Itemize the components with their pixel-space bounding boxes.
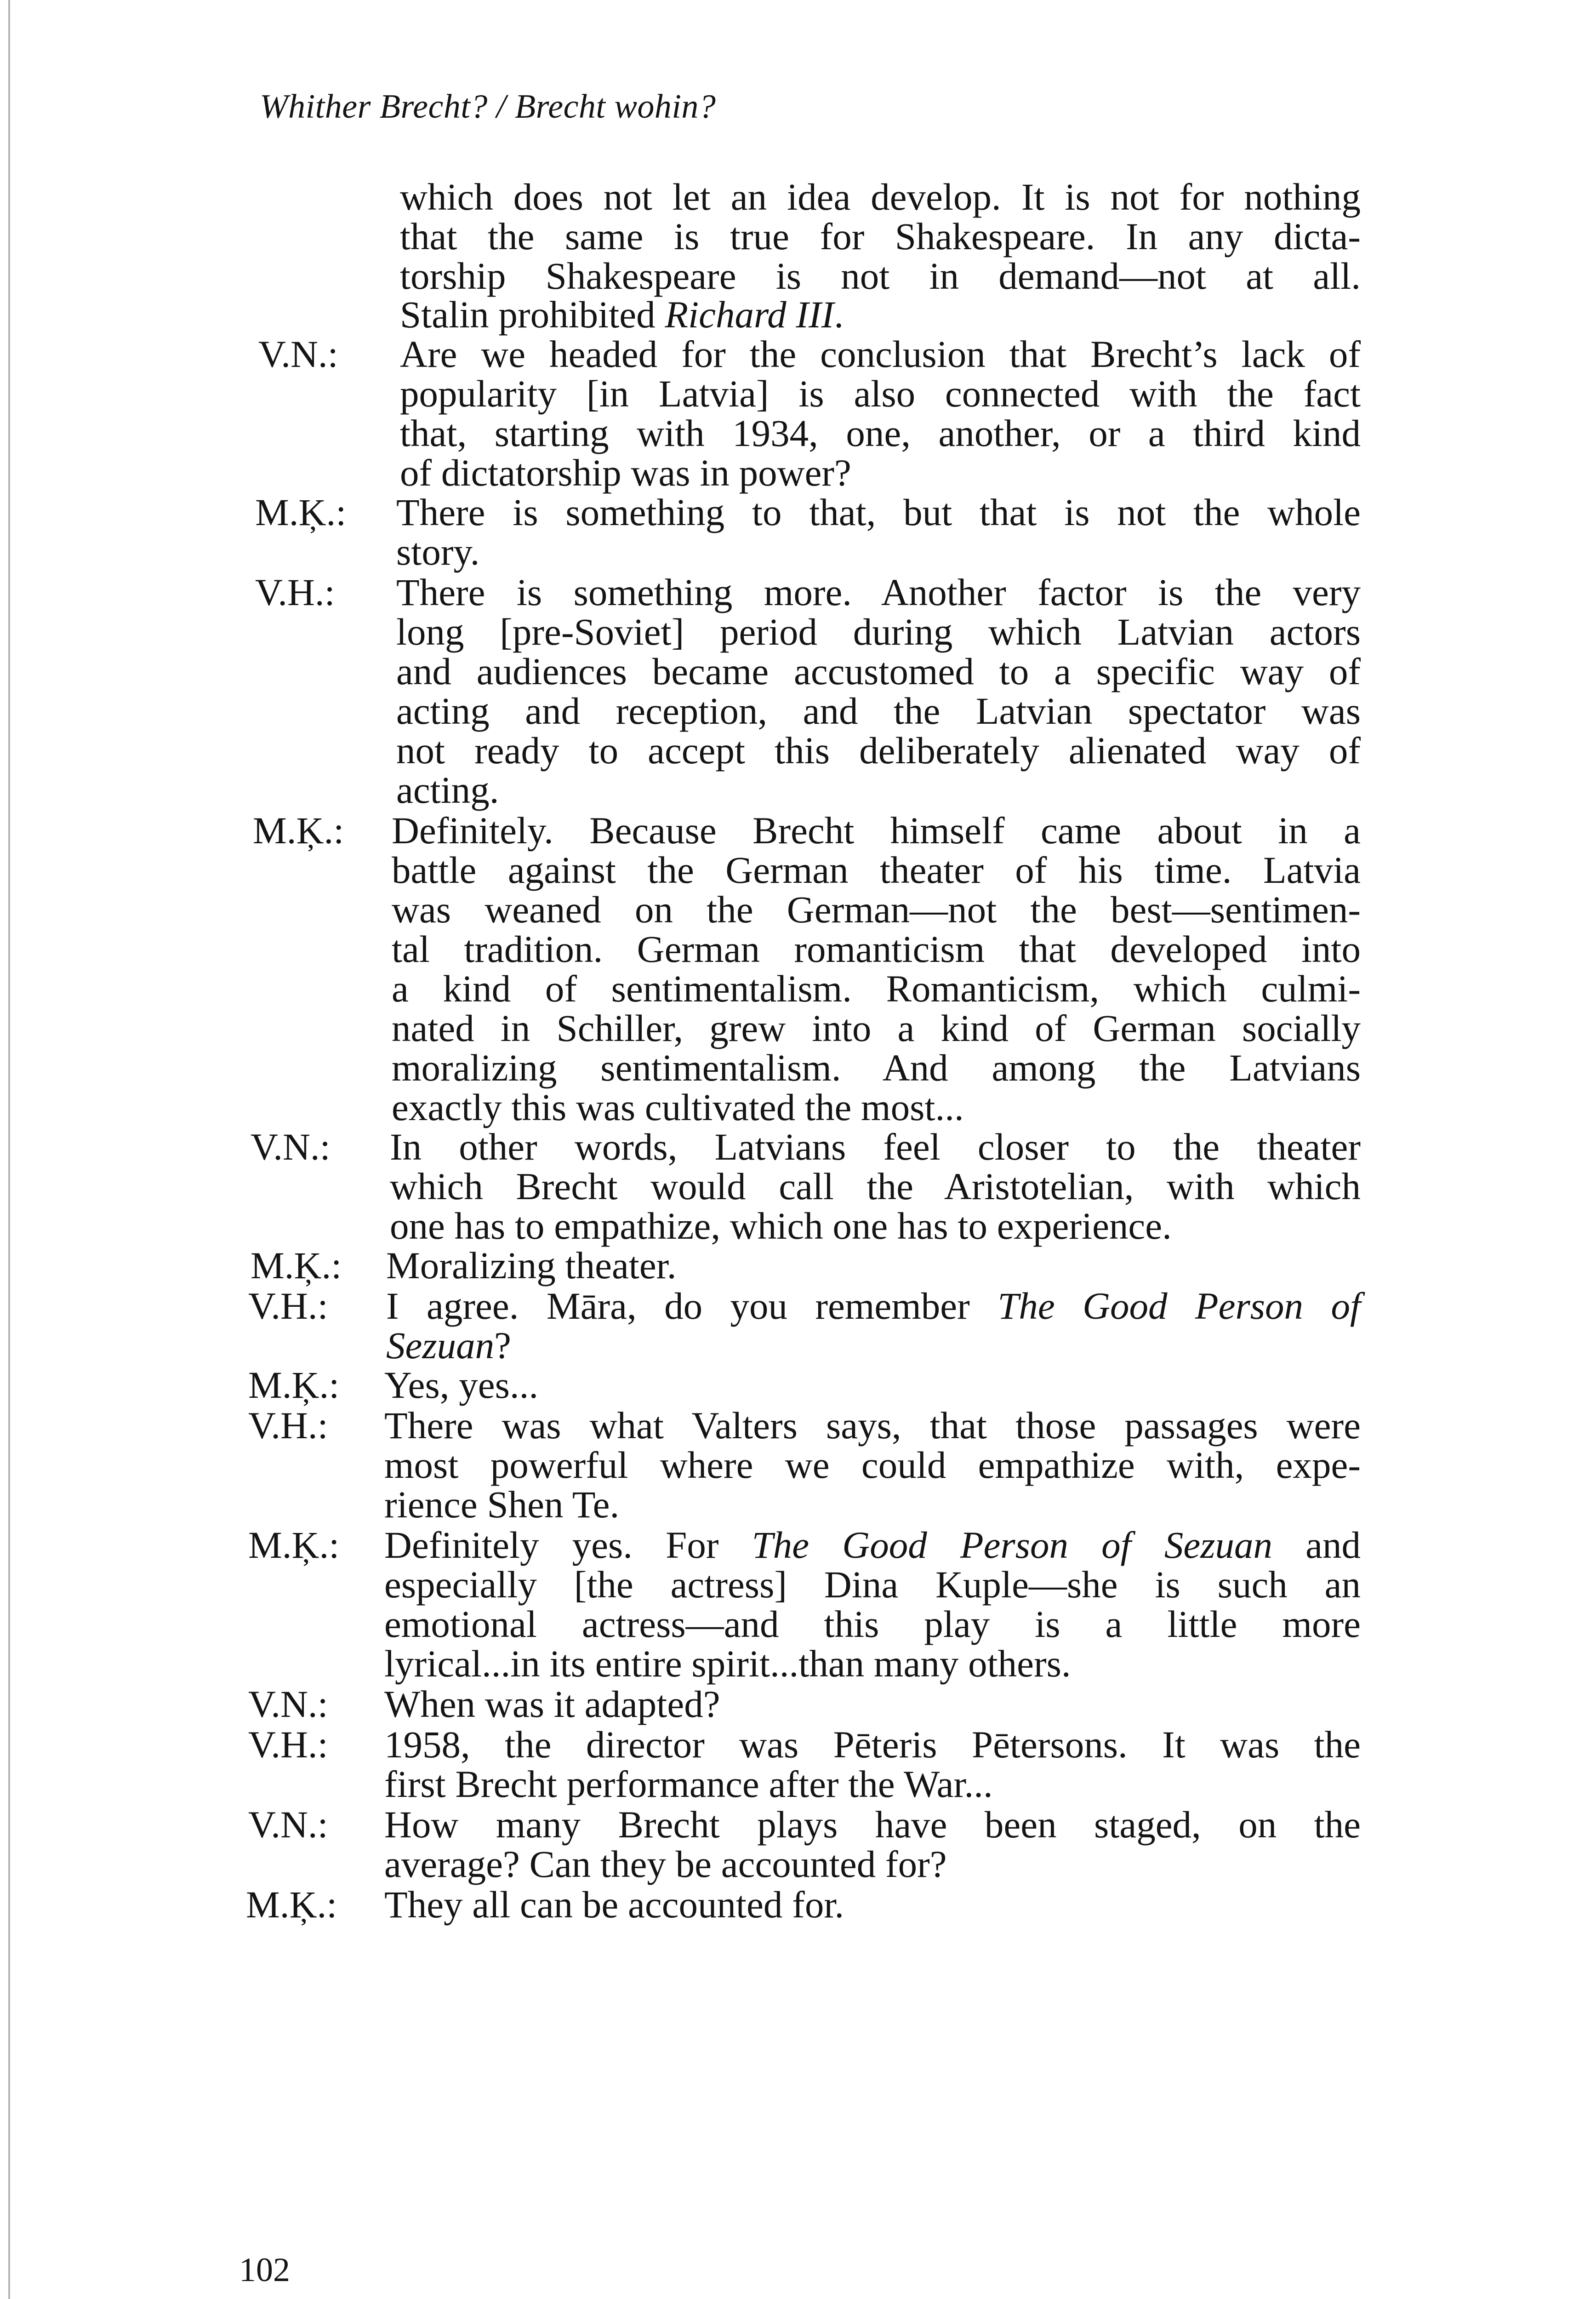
text-line: of dictatorship was in power? [400, 452, 851, 494]
text-line: Yes, yes... [384, 1364, 539, 1406]
text-line: There was what Valters says, that those passages were [384, 1404, 1361, 1447]
text-line: which does not let an idea develop. It is not for nothing [400, 176, 1361, 218]
speaker-label: M.Ķ.: [255, 491, 347, 533]
speaker-label: V.N.: [258, 333, 338, 375]
text-line: story. [396, 531, 480, 573]
text-line: battle against the German theater of his time. Latvia [392, 849, 1361, 891]
speaker-label: M.Ķ.: [253, 809, 344, 852]
text-line: lyrical...in its entire spirit...than many others. [384, 1642, 1071, 1685]
text-line: first Brecht performance after the War... [384, 1763, 993, 1805]
text-line: Moralizing theater. [386, 1244, 677, 1287]
text-line: that, starting with 1934, one, another, or a third kind [400, 412, 1361, 454]
text-line: and audiences became accustomed to a specific way of [396, 650, 1361, 692]
text-line: that the same is true for Shakespeare. In any dicta- [400, 215, 1361, 257]
text-line: emotional actress—and this play is a little more [384, 1603, 1361, 1645]
text-line: rience Shen Te. [384, 1483, 620, 1526]
text-line: Definitely yes. For The Good Person of Sezuan and [384, 1524, 1361, 1566]
text-line: There is something to that, but that is not the whole [396, 491, 1361, 533]
text-line: acting. [396, 769, 499, 811]
text-line: torship Shakespeare is not in demand—not at all. [400, 255, 1361, 297]
text-line: Are we headed for the conclusion that Brecht’s lack of [400, 333, 1361, 375]
text-line: In other words, Latvians feel closer to the theater [390, 1126, 1361, 1168]
text-line: 1958, the director was Pēteris Pētersons. It was the [384, 1723, 1361, 1766]
text-line: a kind of sentimentalism. Romanticism, which culmi- [392, 967, 1361, 1010]
speaker-label: V.N.: [251, 1126, 331, 1168]
text-line: which Brecht would call the Aristotelian, with which [390, 1165, 1361, 1207]
text-line: When was it adapted? [384, 1683, 720, 1725]
speaker-label: M.Ķ.: [251, 1244, 342, 1287]
text-line: most powerful where we could empathize with, expe- [384, 1444, 1361, 1486]
page-number: 102 [239, 2251, 290, 2289]
speaker-label: M.Ķ.: [246, 1883, 337, 1926]
speaker-label: M.Ķ.: [248, 1524, 340, 1566]
speaker-label: V.H.: [248, 1723, 328, 1766]
speaker-label: V.H.: [248, 1285, 328, 1327]
text-line: Sezuan? [386, 1324, 511, 1367]
text-line: nated in Schiller, grew into a kind of German socially [392, 1007, 1361, 1049]
text-line: popularity [in Latvia] is also connected with the fact [400, 372, 1361, 415]
text-line: exactly this was cultivated the most... [392, 1086, 964, 1128]
text-line: average? Can they be accounted for? [384, 1843, 947, 1885]
text-line: one has to empathize, which one has to experience. [390, 1205, 1172, 1247]
text-line: acting and reception, and the Latvian spectator was [396, 690, 1361, 732]
text-line: They all can be accounted for. [384, 1883, 844, 1926]
speaker-label: V.N.: [248, 1683, 328, 1725]
scan-left-edge [8, 0, 10, 2299]
speaker-label: V.H.: [248, 1404, 328, 1447]
speaker-label: V.H.: [255, 571, 335, 613]
text-line: Stalin prohibited Richard III. [400, 293, 844, 336]
running-head: Whither Brecht? / Brecht wohin? [260, 88, 716, 126]
text-line: not ready to accept this deliberately alienated way of [396, 729, 1361, 772]
text-line: tal tradition. German romanticism that developed into [392, 928, 1361, 970]
speaker-label: M.Ķ.: [248, 1364, 340, 1406]
text-line: Definitely. Because Brecht himself came about in a [392, 809, 1361, 852]
speaker-label: V.N.: [248, 1803, 328, 1846]
text-line: moralizing sentimentalism. And among the Latvians [392, 1047, 1361, 1089]
text-line: How many Brecht plays have been staged, on the [384, 1803, 1361, 1846]
text-line: long [pre-Soviet] period during which Latvian actors [396, 611, 1361, 653]
text-line: especially [the actress] Dina Kuple—she is such an [384, 1563, 1361, 1606]
text-line: There is something more. Another factor is the very [396, 571, 1361, 613]
text-line: I agree. Māra, do you remember The Good Person of [386, 1285, 1361, 1327]
text-line: was weaned on the German—not the best—sentimen- [392, 888, 1361, 931]
